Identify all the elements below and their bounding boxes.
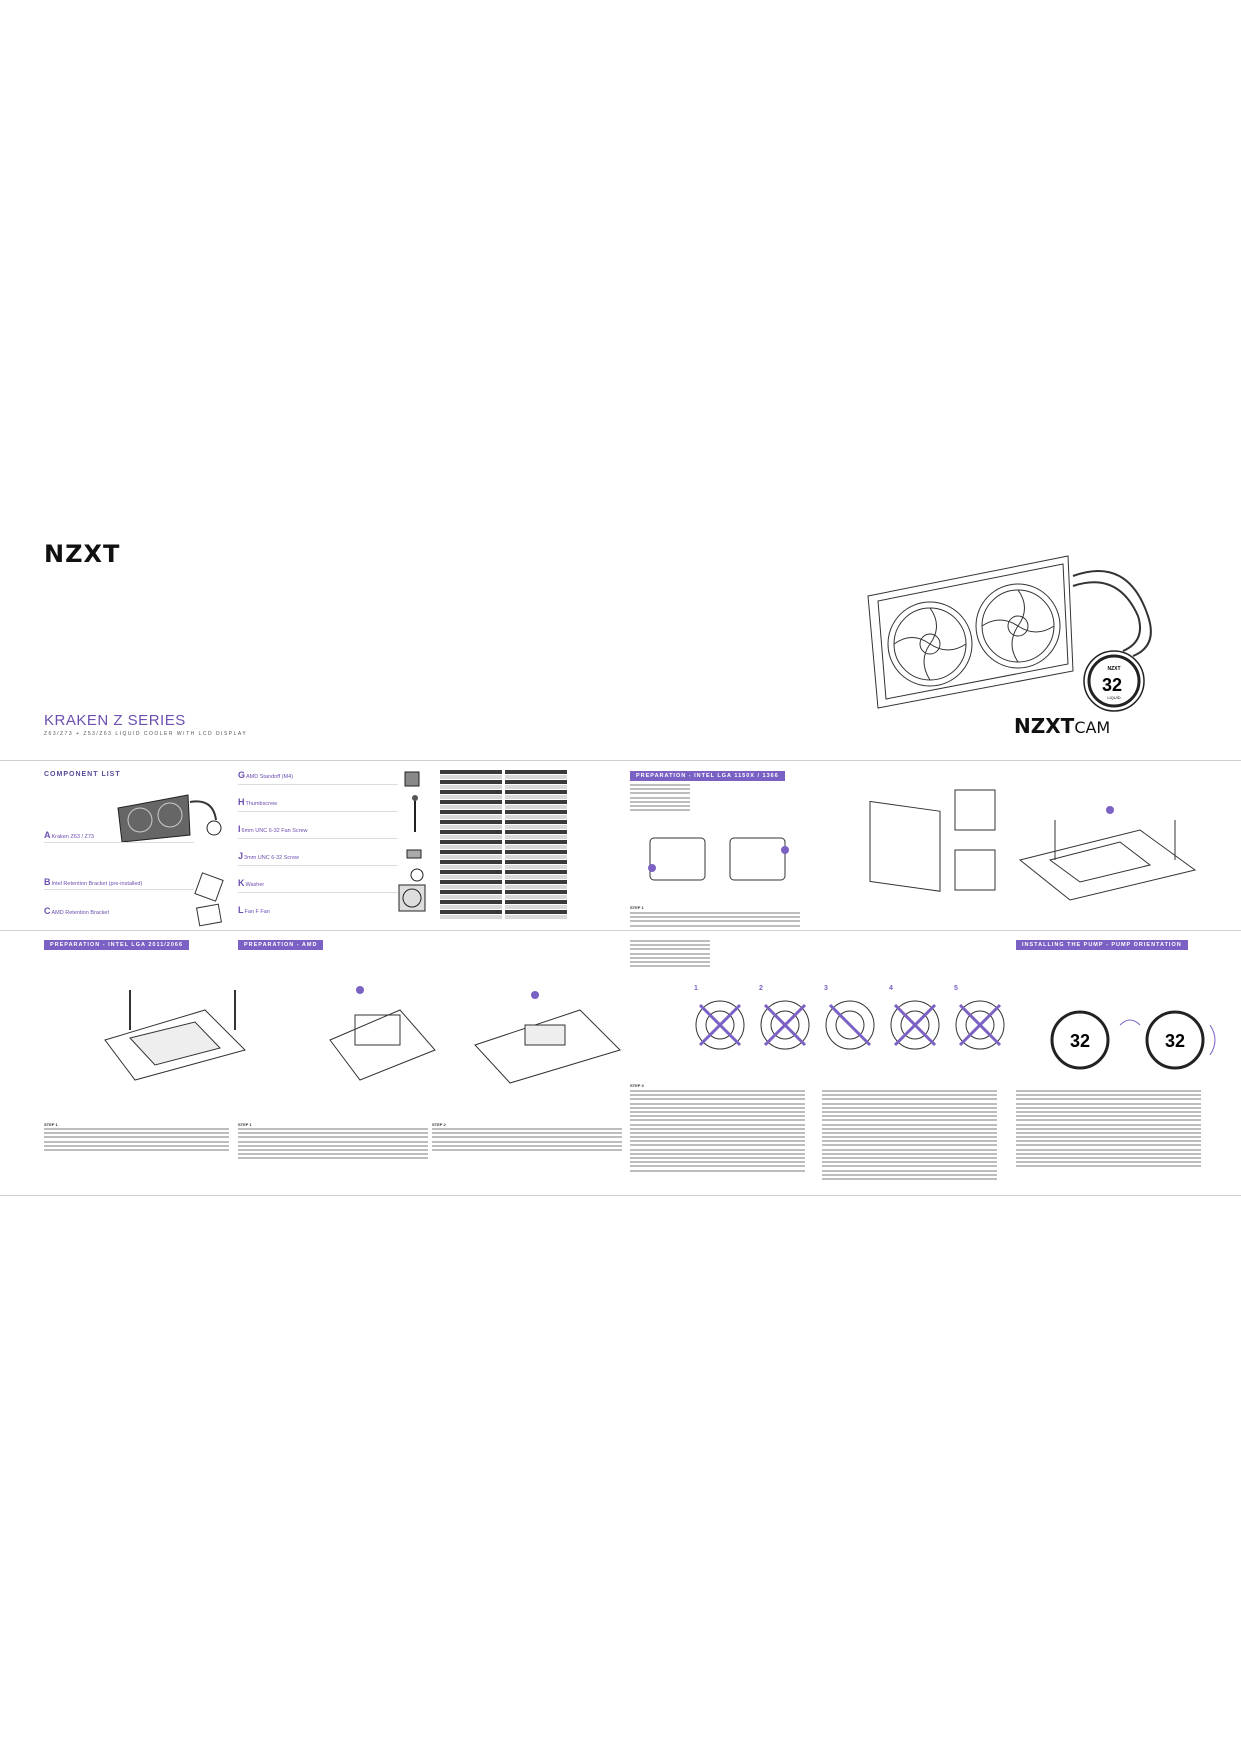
component-b: BIntel Retention Bracket (pre-installed) (44, 877, 143, 887)
rule (238, 784, 398, 785)
rule (238, 892, 398, 893)
pump-orientation-illustration (1050, 1005, 1220, 1075)
component-table-right (505, 770, 567, 920)
banner-prep-amd: PREPARATION - AMD (238, 940, 323, 950)
component-j: J3mm UNC 6-32 Screw (238, 851, 300, 861)
rule (238, 865, 398, 866)
step-3-text (630, 1090, 805, 1174)
intel-socket-illustration (860, 790, 1000, 910)
cam-bold: NZXT (1014, 714, 1075, 738)
step-2011-label: STEP 1 (44, 1122, 58, 1127)
screws-illustration (395, 770, 435, 920)
pump-step-2: 2 (759, 985, 763, 992)
prep-2011-text (44, 1128, 229, 1153)
bottom-divider (0, 1195, 1241, 1196)
middle-divider (0, 930, 1241, 931)
prep-1150-text (630, 912, 800, 929)
banner-install-pump: INSTALLING THE PUMP - PUMP ORIENTATION (1016, 940, 1188, 950)
prep-1150-lang-list (630, 784, 690, 813)
install-pump-text (1016, 1090, 1201, 1170)
pump-step-5: 5 (954, 985, 958, 992)
backplate-install-illustration (1010, 790, 1200, 910)
component-c: CAMD Retention Bracket (44, 906, 109, 916)
component-table-left (440, 770, 502, 920)
prep-2011-illustration (95, 970, 245, 1090)
component-list-title: COMPONENT LIST (44, 771, 121, 778)
banner-prep-1150: PREPARATION - INTEL LGA 1150X / 1366 (630, 771, 785, 781)
pump-lang-list (630, 940, 710, 969)
step-3-label: STEP 3 (630, 1083, 644, 1088)
series-title: KRAKEN Z SERIES (44, 712, 186, 729)
component-a: AKraken Z63 / Z73 (44, 830, 94, 840)
rule (238, 811, 398, 812)
lcd-brand: NZXT (1107, 666, 1121, 672)
lcd-temperature: 32 (1101, 675, 1123, 695)
amd-backplate-illustration (470, 975, 620, 1085)
amd-socket-illustration (320, 970, 440, 1090)
component-i: I6mm UNC 6-32 Fan Screw (238, 824, 308, 834)
step-2-label: STEP 2 (432, 1122, 446, 1127)
top-divider (0, 760, 1241, 761)
pump-bracket-sequence (690, 985, 1010, 1065)
component-l: LFan F Fan (238, 905, 270, 915)
bracket-illustration (190, 870, 230, 930)
rule (44, 842, 194, 843)
step-3-text-cont (822, 1090, 997, 1182)
component-k: KWasher (238, 878, 265, 888)
orientation-temp-right: 32 (1164, 1031, 1186, 1051)
cam-light: CAM (1074, 718, 1111, 737)
banner-prep-2011: PREPARATION - INTEL LGA 2011/2066 (44, 940, 189, 950)
step-1-label: STEP 1 (630, 905, 644, 910)
prep-amd-text (238, 1128, 428, 1162)
component-h: HThumbscrew (238, 797, 277, 807)
step-2-text (432, 1128, 622, 1153)
rule (44, 889, 194, 890)
pump-step-4: 4 (889, 985, 893, 992)
step-amd-label: STEP 1 (238, 1122, 252, 1127)
nzxt-cam-logo (1014, 714, 1110, 738)
radiator-illustration (868, 556, 1168, 716)
orientation-temp-left: 32 (1069, 1031, 1091, 1051)
kraken-component-image (118, 790, 228, 845)
series-subtitle: Z63/Z73 + Z53/Z63 LIQUID COOLER WITH LCD DISPLAY (44, 731, 248, 737)
lcd-unit: LIQUID (1107, 695, 1121, 700)
rule (238, 838, 398, 839)
pump-step-3: 3 (824, 985, 828, 992)
pump-step-1: 1 (694, 985, 698, 992)
nzxt-logo: NZXT (44, 540, 121, 568)
component-g: GAMD Standoff (M4) (238, 770, 293, 780)
intel-backplate-1150 (640, 830, 800, 890)
